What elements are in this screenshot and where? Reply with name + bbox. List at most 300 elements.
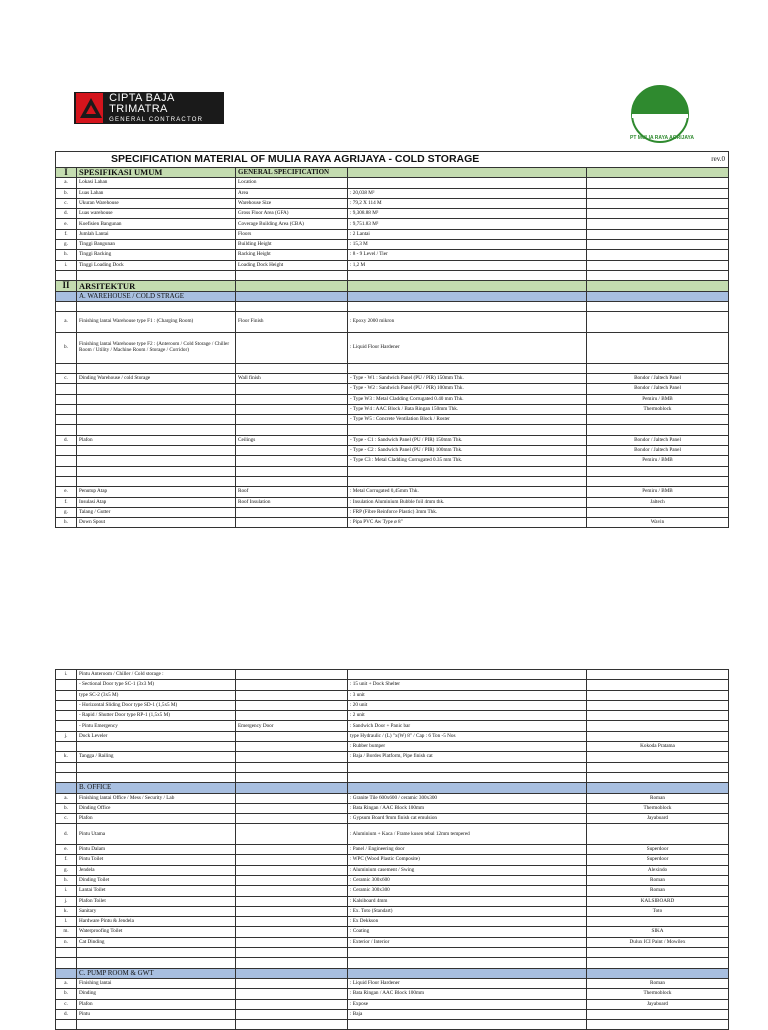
item-material: : 79,2 X 114 M <box>348 198 587 208</box>
item-description: Ukuran Warehouse <box>77 198 236 208</box>
section-header-row <box>56 168 729 178</box>
table-row <box>56 466 729 476</box>
item-material <box>348 762 587 772</box>
item-spec-label: Floors <box>236 229 348 239</box>
item-brand <box>587 240 729 250</box>
item-spec-label <box>236 476 348 486</box>
item-spec-label: GENERAL SPECIFICATION <box>236 168 348 178</box>
item-material: : Bata Ringan / AAC Block 100mm <box>348 803 587 813</box>
item-spec-label <box>236 948 348 958</box>
item-material: - Type W5 : Concrete Ventilation Block / Roster <box>348 415 587 425</box>
item-brand <box>587 291 729 301</box>
item-letter: l. <box>56 917 77 927</box>
item-brand <box>587 363 729 373</box>
item-description: Finishing lantai Warehouse type F1 : (Charging Room) <box>77 312 236 333</box>
subsection-header-row <box>56 291 729 301</box>
item-brand <box>587 824 729 845</box>
item-brand: Roman <box>587 793 729 803</box>
item-material: : 15 unit + Dock Shelter <box>348 680 587 690</box>
item-brand <box>587 968 729 978</box>
item-brand: Thermoblock <box>587 404 729 414</box>
subsection-header-row <box>56 968 729 978</box>
item-material: : Ex Dekkson <box>348 917 587 927</box>
item-brand: Superdoor <box>587 845 729 855</box>
table-row <box>56 731 729 741</box>
item-letter <box>56 466 77 476</box>
subsection-header-row <box>56 783 729 793</box>
item-letter <box>56 363 77 373</box>
section-header-row <box>56 281 729 291</box>
item-brand <box>587 301 729 311</box>
item-letter <box>56 680 77 690</box>
item-spec-label: Roof Insulation <box>236 497 348 507</box>
item-material: : Epoxy 2000 mikron <box>348 312 587 333</box>
item-brand <box>587 466 729 476</box>
table-row <box>56 373 729 383</box>
table-row <box>56 435 729 445</box>
item-spec-label <box>236 711 348 721</box>
item-material <box>348 301 587 311</box>
table-row <box>56 229 729 239</box>
table-row <box>56 742 729 752</box>
item-material <box>348 958 587 968</box>
item-material: : Baja / Bordes Platform, Pipe finish cat <box>348 752 587 762</box>
item-letter: a. <box>56 793 77 803</box>
table-row <box>56 855 729 865</box>
table-row <box>56 762 729 772</box>
item-brand: Jayaboard <box>587 999 729 1009</box>
document-title: SPECIFICATION MATERIAL OF MULIA RAYA AGRIJAYA - COLD STORAGE <box>111 153 480 165</box>
item-brand <box>587 168 729 178</box>
item-description <box>77 476 236 486</box>
item-spec-label <box>236 793 348 803</box>
item-material <box>348 466 587 476</box>
item-letter: b. <box>56 188 77 198</box>
item-material: : WPC (Wood Plastic Composite) <box>348 855 587 865</box>
item-material: : Coating <box>348 927 587 937</box>
revision-label: rev.0 <box>711 155 725 163</box>
item-material: : Gypsum Board 9mm finish cat emulsion <box>348 814 587 824</box>
item-spec-label: Floor Finish <box>236 312 348 333</box>
item-letter <box>56 384 77 394</box>
item-material: : 1,2 M <box>348 260 587 270</box>
item-spec-label <box>236 824 348 845</box>
item-spec-label <box>236 968 348 978</box>
item-brand: Superdoor <box>587 855 729 865</box>
item-description <box>77 404 236 414</box>
item-material: : 8 - 9 Level / Tier <box>348 250 587 260</box>
item-material: : Liquid Floor Hardener <box>348 332 587 363</box>
item-description: - Pintu Emergency <box>77 721 236 731</box>
item-material: : Ceramic 300x300 <box>348 886 587 896</box>
item-spec-label <box>236 927 348 937</box>
item-spec-label: Coverage Building Area (CBA) <box>236 219 348 229</box>
item-material: : Metal Corrugated 0,45mm Thk. <box>348 487 587 497</box>
item-material <box>348 948 587 958</box>
item-description <box>77 742 236 752</box>
item-material: - Type - C1 : Sandwich Panel (PU / PIR) 150mm Thk. <box>348 435 587 445</box>
item-description: Lantai Toilet <box>77 886 236 896</box>
item-letter: a. <box>56 978 77 988</box>
item-material <box>348 1020 587 1030</box>
item-spec-label <box>236 446 348 456</box>
item-material: : 20 unit <box>348 700 587 710</box>
item-description: Dinding Warehouse / cold Storage <box>77 373 236 383</box>
item-brand: Thermoblock <box>587 803 729 813</box>
title-row <box>56 152 729 168</box>
item-letter <box>56 301 77 311</box>
item-spec-label: Roof <box>236 487 348 497</box>
item-spec-label: Wall finish <box>236 373 348 383</box>
item-material: - Type - W2 : Sandwich Panel (PU / PIR) 100mm Thk. <box>348 384 587 394</box>
item-material <box>348 270 587 280</box>
item-spec-label <box>236 917 348 927</box>
item-spec-label: Gross Floor Area (GFA) <box>236 209 348 219</box>
item-description: Plafon <box>77 999 236 1009</box>
item-brand: Bondor / Jaltech Panel <box>587 373 729 383</box>
item-letter <box>56 446 77 456</box>
item-material: : 2 unit <box>348 711 587 721</box>
item-material: : Sandwich Door + Panic bar <box>348 721 587 731</box>
table-row <box>56 978 729 988</box>
contractor-subtitle: GENERAL CONTRACTOR <box>109 117 204 123</box>
item-description: Finishing lantai Warehouse type F2 : (Anteroom / Cold Storage / Chiller Room / Utility / Machine Room / Storage / Corridor) <box>77 332 236 363</box>
table-row <box>56 958 729 968</box>
item-material: - Type W3 : Metal Cladding Corrugated 0.40 mm Thk. <box>348 394 587 404</box>
triangle-logo-icon <box>76 93 103 123</box>
item-brand: KALSIBOARD <box>587 896 729 906</box>
item-spec-label: Warehouse Size <box>236 198 348 208</box>
item-letter <box>56 291 77 301</box>
table-row <box>56 518 729 528</box>
table-row <box>56 752 729 762</box>
item-description: Insulasi Atap <box>77 497 236 507</box>
item-letter: f. <box>56 855 77 865</box>
item-brand: Pemiru / BMB <box>587 394 729 404</box>
table-row <box>56 394 729 404</box>
table-row <box>56 209 729 219</box>
item-material: : Kalsiboard 4mm <box>348 896 587 906</box>
item-material: : Ex. Toto (Standart) <box>348 906 587 916</box>
item-spec-label <box>236 958 348 968</box>
item-material <box>348 783 587 793</box>
item-description <box>77 363 236 373</box>
item-letter: n. <box>56 937 77 947</box>
item-material: : Bata Ringan / AAC Block 100mm <box>348 989 587 999</box>
table-row <box>56 999 729 1009</box>
item-description <box>77 1020 236 1030</box>
item-letter: c. <box>56 814 77 824</box>
item-letter <box>56 425 77 435</box>
item-letter: a. <box>56 312 77 333</box>
contractor-logo <box>74 92 224 124</box>
item-material: - Type - C2 : Sandwich Panel (PU / PIR) 100mm Thk. <box>348 446 587 456</box>
item-description: Sanitary <box>77 906 236 916</box>
item-spec-label <box>236 855 348 865</box>
item-spec-label <box>236 404 348 414</box>
table-row <box>56 772 729 782</box>
item-letter <box>56 772 77 782</box>
item-spec-label <box>236 291 348 301</box>
item-letter <box>56 783 77 793</box>
table-row <box>56 886 729 896</box>
item-letter: c. <box>56 198 77 208</box>
item-description: Penutup Atap <box>77 487 236 497</box>
item-spec-label <box>236 803 348 813</box>
item-description: Dinding <box>77 989 236 999</box>
item-description <box>77 948 236 958</box>
item-description <box>77 384 236 394</box>
item-letter: h. <box>56 250 77 260</box>
table-row <box>56 476 729 486</box>
table-row <box>56 700 729 710</box>
item-brand <box>587 958 729 968</box>
item-spec-label <box>236 466 348 476</box>
item-letter: i. <box>56 260 77 270</box>
item-description <box>77 958 236 968</box>
item-letter: i. <box>56 670 77 680</box>
item-material <box>348 363 587 373</box>
item-brand <box>587 948 729 958</box>
item-spec-label <box>236 742 348 752</box>
item-letter: g. <box>56 507 77 517</box>
item-brand: Toto <box>587 906 729 916</box>
item-spec-label <box>236 937 348 947</box>
item-description: Waterproofing Toilet <box>77 927 236 937</box>
table-row <box>56 178 729 188</box>
item-brand <box>587 476 729 486</box>
item-description <box>77 270 236 280</box>
item-description: Down Spout <box>77 518 236 528</box>
table-row <box>56 690 729 700</box>
item-brand: Pemiru / BMB <box>587 487 729 497</box>
item-description: Finishing lantai <box>77 978 236 988</box>
spec-table-page-1 <box>55 151 729 528</box>
item-letter: e. <box>56 845 77 855</box>
item-spec-label <box>236 670 348 680</box>
item-brand <box>587 332 729 363</box>
item-description <box>77 394 236 404</box>
table-row <box>56 927 729 937</box>
item-material: : Aluminium + Kaca / Frame kusen tebal 12mm tempered <box>348 824 587 845</box>
table-row <box>56 814 729 824</box>
table-row <box>56 937 729 947</box>
item-brand <box>587 1020 729 1030</box>
item-spec-label <box>236 783 348 793</box>
item-brand <box>587 731 729 741</box>
item-brand <box>587 507 729 517</box>
item-letter: e. <box>56 219 77 229</box>
item-description <box>77 446 236 456</box>
item-description: Pintu Dalam <box>77 845 236 855</box>
item-spec-label <box>236 394 348 404</box>
table-row <box>56 845 729 855</box>
item-brand <box>587 711 729 721</box>
table-row <box>56 721 729 731</box>
item-spec-label <box>236 680 348 690</box>
table-row <box>56 989 729 999</box>
item-brand <box>587 425 729 435</box>
table-row <box>56 188 729 198</box>
item-letter: m. <box>56 927 77 937</box>
table-row <box>56 415 729 425</box>
item-spec-label <box>236 690 348 700</box>
contractor-name: CIPTA BAJA TRIMATRA <box>109 92 175 115</box>
item-brand: Pemiru / BMB <box>587 456 729 466</box>
table-row <box>56 824 729 845</box>
client-logo-caption: PT MULIA RAYA AGRIJAYA <box>630 135 694 141</box>
item-brand: Roman <box>587 978 729 988</box>
item-material: : Panel / Engineering door <box>348 845 587 855</box>
item-brand <box>587 250 729 260</box>
item-brand <box>587 680 729 690</box>
item-spec-label <box>236 301 348 311</box>
item-material: : 3 unit <box>348 690 587 700</box>
item-spec-label: Location <box>236 178 348 188</box>
item-description: - Rapid / Shutter Door type RP-1 (1,5x5 M) <box>77 711 236 721</box>
item-description: Tinggi Bangunan <box>77 240 236 250</box>
item-material: : Pipa PVC Aw Type ø 8" <box>348 518 587 528</box>
item-letter <box>56 742 77 752</box>
item-description: - Horizontal Sliding Door type SD-1 (1,5x5 M) <box>77 700 236 710</box>
item-letter: g. <box>56 865 77 875</box>
item-brand <box>587 762 729 772</box>
item-letter: c. <box>56 999 77 1009</box>
table-row <box>56 312 729 333</box>
table-row <box>56 425 729 435</box>
table-row <box>56 260 729 270</box>
table-row <box>56 875 729 885</box>
item-letter <box>56 476 77 486</box>
item-brand <box>587 783 729 793</box>
item-brand: Bondor / Jaltech Panel <box>587 384 729 394</box>
item-brand: Kokoda Pratama <box>587 742 729 752</box>
item-material: : 9,308.88 M² <box>348 209 587 219</box>
item-description: SPESIFIKASI UMUM <box>77 168 236 178</box>
table-row <box>56 1020 729 1030</box>
item-spec-label <box>236 384 348 394</box>
item-brand <box>587 281 729 291</box>
item-spec-label <box>236 281 348 291</box>
item-spec-label <box>236 845 348 855</box>
item-spec-label <box>236 989 348 999</box>
item-brand <box>587 917 729 927</box>
item-description: type SC-2 (3x5 M) <box>77 690 236 700</box>
item-letter: d. <box>56 824 77 845</box>
item-material <box>348 670 587 680</box>
item-letter <box>56 1020 77 1030</box>
item-spec-label: Emergency Door <box>236 721 348 731</box>
item-brand: Bondor / Jaltech Panel <box>587 435 729 445</box>
item-letter: k. <box>56 906 77 916</box>
item-description: B. OFFICE <box>77 783 236 793</box>
item-letter <box>56 958 77 968</box>
item-spec-label <box>236 700 348 710</box>
item-description: Dinding Office <box>77 803 236 813</box>
item-description: Luas Lahan <box>77 188 236 198</box>
item-material: : Liquid Floor Hardener <box>348 978 587 988</box>
item-spec-label <box>236 332 348 363</box>
item-spec-label <box>236 875 348 885</box>
item-letter: h. <box>56 875 77 885</box>
item-description <box>77 415 236 425</box>
item-material <box>348 168 587 178</box>
item-description <box>77 301 236 311</box>
item-spec-label <box>236 363 348 373</box>
item-spec-label <box>236 425 348 435</box>
item-brand <box>587 219 729 229</box>
item-description: Dinding Toilet <box>77 875 236 885</box>
item-material: : 9,751.83 M² <box>348 219 587 229</box>
item-brand: Jayaboard <box>587 814 729 824</box>
item-brand <box>587 772 729 782</box>
item-description <box>77 772 236 782</box>
item-material: : Aluminium casement / Swing <box>348 865 587 875</box>
table-row <box>56 906 729 916</box>
item-description <box>77 425 236 435</box>
item-description: Pintu Toilet <box>77 855 236 865</box>
item-description: ARSITEKTUR <box>77 281 236 291</box>
item-spec-label <box>236 772 348 782</box>
table-row <box>56 404 729 414</box>
item-letter: j. <box>56 896 77 906</box>
item-description: Plafon <box>77 435 236 445</box>
item-description: C. PUMP ROOM & GWT <box>77 968 236 978</box>
table-row <box>56 270 729 280</box>
item-letter: k. <box>56 752 77 762</box>
table-row <box>56 497 729 507</box>
item-spec-label <box>236 999 348 1009</box>
item-brand <box>587 270 729 280</box>
item-letter: f. <box>56 229 77 239</box>
item-spec-label: Building Height <box>236 240 348 250</box>
table-row <box>56 1009 729 1019</box>
item-material: : Granite Tile 600x600 / ceramic 300x300 <box>348 793 587 803</box>
item-letter: d. <box>56 209 77 219</box>
item-letter: a. <box>56 178 77 188</box>
item-letter: g. <box>56 240 77 250</box>
item-letter <box>56 404 77 414</box>
item-description: Jumlah Lantai <box>77 229 236 239</box>
item-material: - Type C3 : Metal Cladding Corrugated 0.35 mm Thk. <box>348 456 587 466</box>
table-row <box>56 219 729 229</box>
item-material <box>348 281 587 291</box>
item-material: : Exterior / Interior <box>348 937 587 947</box>
item-description: Hardware Pintu & Jendela <box>77 917 236 927</box>
item-spec-label <box>236 865 348 875</box>
item-description: Pintu Anteroom / Chiller / Cold storage : <box>77 670 236 680</box>
item-description <box>77 466 236 476</box>
item-material: - Type W4 : AAC Block / Bata Ringan 150mm Thk. <box>348 404 587 414</box>
item-spec-label: Area <box>236 188 348 198</box>
item-description: Lokasi Lahan <box>77 178 236 188</box>
table-row <box>56 948 729 958</box>
item-description: Tangga / Railing <box>77 752 236 762</box>
table-row <box>56 363 729 373</box>
item-letter: b. <box>56 989 77 999</box>
item-letter <box>56 690 77 700</box>
item-spec-label <box>236 456 348 466</box>
item-letter: d. <box>56 435 77 445</box>
item-spec-label <box>236 814 348 824</box>
table-row <box>56 680 729 690</box>
item-brand: Roman <box>587 875 729 885</box>
item-spec-label <box>236 906 348 916</box>
item-material: : 2 Lantai <box>348 229 587 239</box>
item-brand <box>587 209 729 219</box>
item-material <box>348 772 587 782</box>
item-brand <box>587 260 729 270</box>
